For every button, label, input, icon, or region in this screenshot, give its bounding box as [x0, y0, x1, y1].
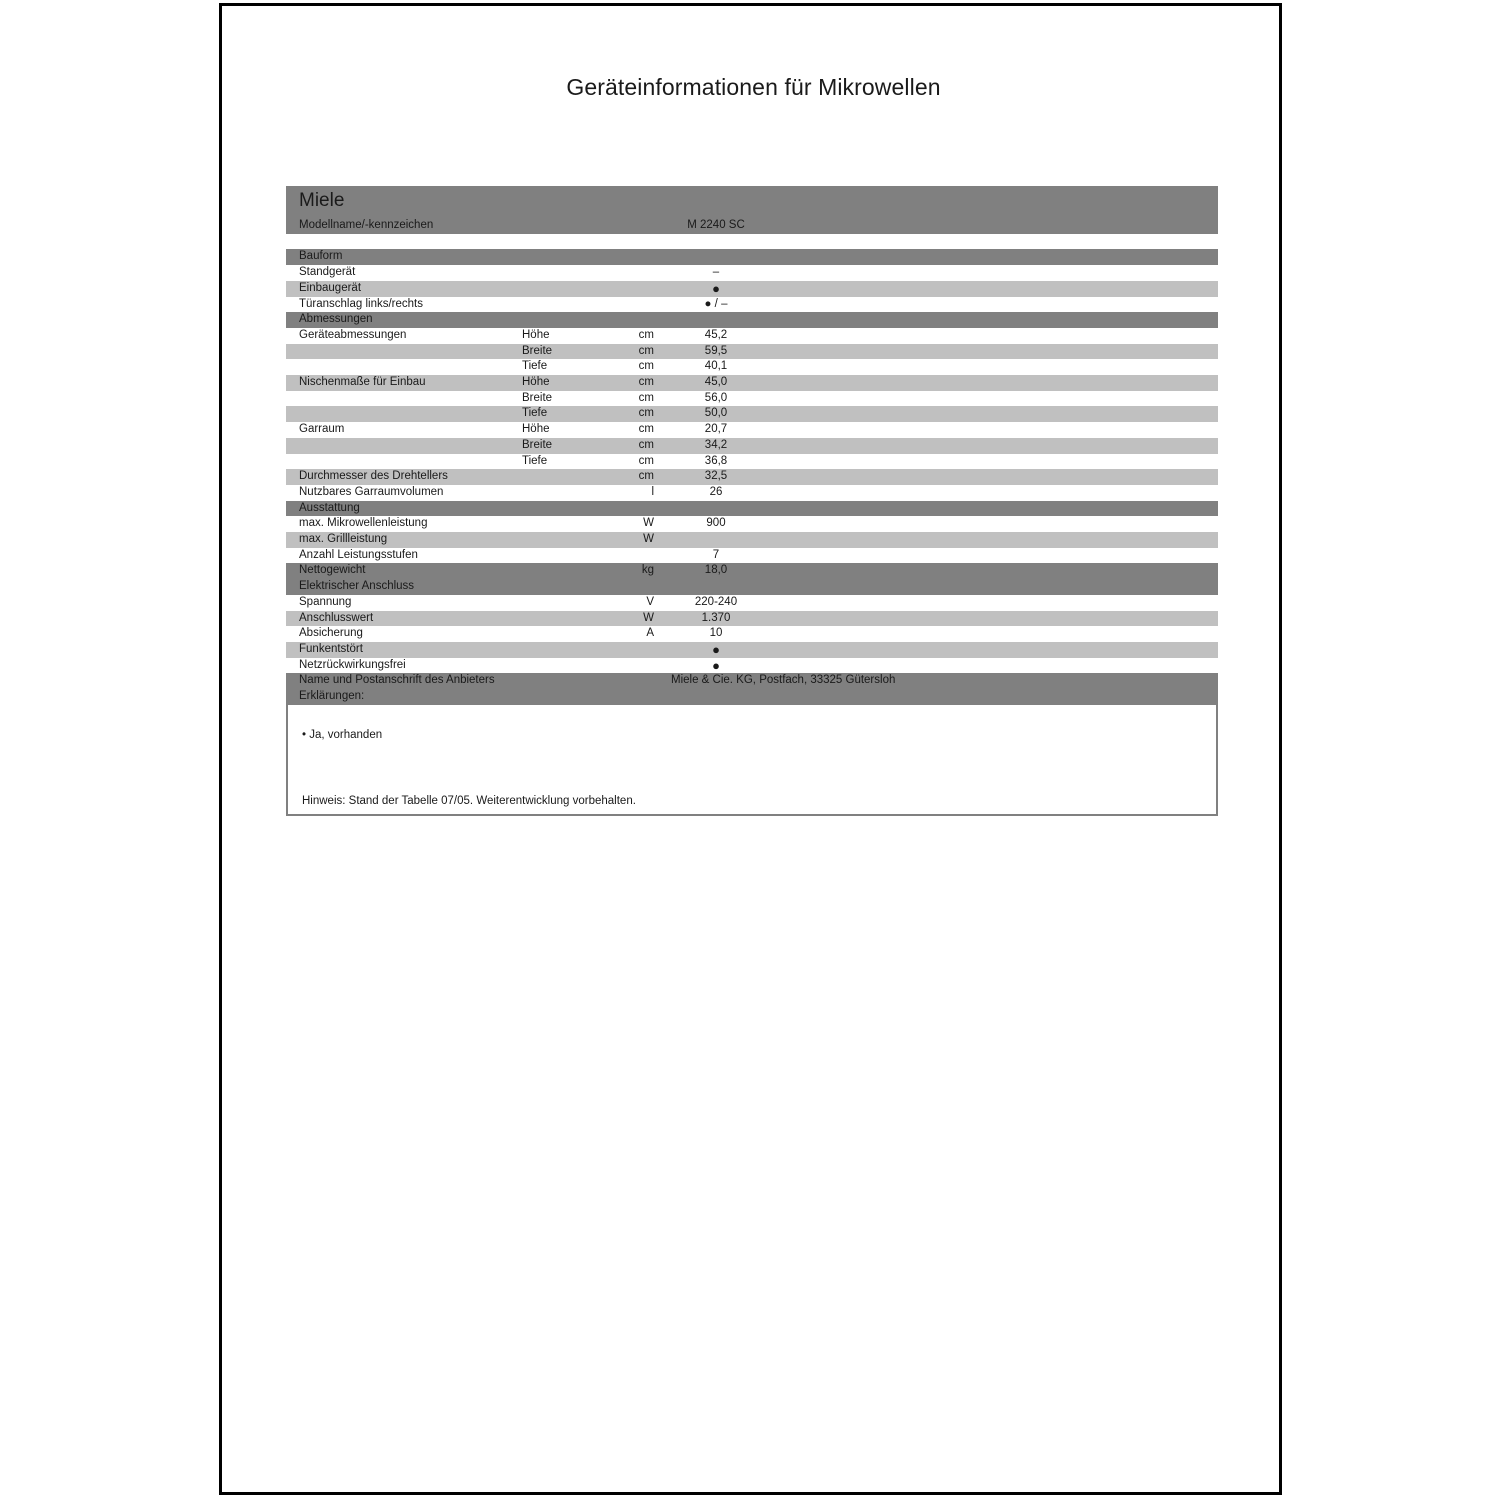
row-label-geraeteabmessungen: Geräteabmessungen [286, 328, 518, 344]
row-unit-leistungsstufen [614, 548, 662, 564]
table-row [286, 563, 1218, 579]
row-sub-nische-hoehe: Höhe [518, 375, 614, 391]
legend-box [286, 705, 1218, 816]
row-value-garraumvolumen: 26 [662, 485, 770, 501]
table-row-brand [286, 186, 1218, 218]
row-sub-geraete-tiefe: Tiefe [518, 359, 614, 375]
row-label-mikrowellenleistung: max. Mikrowellenleistung [286, 516, 614, 532]
section-label-bauform: Bauform [286, 249, 662, 265]
row-unit-spannung: V [614, 595, 662, 611]
table-row [286, 516, 1218, 532]
model-value: M 2240 SC [662, 218, 770, 234]
row-label-anbieter: Name und Postanschrift des Anbieters [286, 673, 662, 689]
row-value-nische-tiefe: 50,0 [662, 406, 770, 422]
model-label: Modellname/-kennzeichen [286, 218, 662, 234]
row-label-absicherung: Absicherung [286, 626, 614, 642]
row-label-tueranschlag: Türanschlag links/rechts [286, 297, 662, 313]
legend-note: Hinweis: Stand der Tabelle 07/05. Weiterentwicklung vorbehalten. [302, 794, 636, 807]
row-value-tueranschlag: ● / – [662, 297, 770, 313]
row-label-nischenmasse: Nischenmaße für Einbau [286, 375, 518, 391]
row-value-nische-hoehe: 45,0 [662, 375, 770, 391]
table-row-model [286, 218, 1218, 234]
legend-bullet-meaning: • Ja, vorhanden [302, 728, 383, 741]
table-section-erklaerungen [286, 689, 1218, 705]
row-value-garraum-hoehe: 20,7 [662, 422, 770, 438]
row-value-nettogewicht: 18,0 [662, 563, 770, 579]
table-row [286, 485, 1218, 501]
row-value-standgeraet: – [662, 265, 770, 281]
brand-name: Miele [299, 190, 345, 211]
row-sub-nische-tiefe: Tiefe [518, 406, 614, 422]
row-value-spannung: 220-240 [662, 595, 770, 611]
row-sub-geraete-breite: Breite [518, 344, 614, 360]
row-label-nettogewicht: Nettogewicht [286, 563, 614, 579]
specification-table [286, 186, 1218, 705]
row-value-funkentstoert: ● [662, 642, 770, 658]
table-row-spacer [286, 234, 1218, 250]
table-row [286, 328, 1218, 344]
page-title: Geräteinformationen für Mikrowellen [566, 74, 941, 100]
row-unit-nettogewicht: kg [614, 563, 662, 579]
specification-table-container [286, 186, 1218, 816]
row-unit-nische-tiefe: cm [614, 406, 662, 422]
row-value-anbieter: Miele & Cie. KG, Postfach, 33325 Gütersloh [662, 673, 1218, 689]
row-value-leistungsstufen: 7 [662, 548, 770, 564]
document-page [219, 3, 1282, 1495]
row-label-drehteller: Durchmesser des Drehtellers [286, 469, 614, 485]
row-value-garraum-tiefe: 36,8 [662, 454, 770, 470]
row-label-leistungsstufen: Anzahl Leistungsstufen [286, 548, 614, 564]
row-value-anschlusswert: 1.370 [662, 611, 770, 627]
row-value-mikrowellenleistung: 900 [662, 516, 770, 532]
row-sub-geraete-hoehe: Höhe [518, 328, 614, 344]
row-label-netzrueckwirkungsfrei: Netzrückwirkungsfrei [286, 658, 662, 674]
row-unit-mikrowellenleistung: W [614, 516, 662, 532]
row-unit-garraum-breite: cm [614, 438, 662, 454]
row-unit-anschlusswert: W [614, 611, 662, 627]
row-unit-garraumvolumen: l [614, 485, 662, 501]
row-unit-nische-breite: cm [614, 391, 662, 407]
row-label-garraumvolumen: Nutzbares Garraumvolumen [286, 485, 614, 501]
table-row-anbieter [286, 673, 1218, 689]
table-row [286, 548, 1218, 564]
table-row [286, 532, 1218, 548]
row-value-einbaugeraet: ● [662, 281, 770, 297]
row-value-grillleistung [662, 532, 770, 548]
row-value-geraete-hoehe: 45,2 [662, 328, 770, 344]
table-row [286, 406, 1218, 422]
row-label-spannung: Spannung [286, 595, 614, 611]
row-unit-garraum-hoehe: cm [614, 422, 662, 438]
row-label-grillleistung: max. Grillleistung [286, 532, 614, 548]
table-row [286, 375, 1218, 391]
table-row [286, 469, 1218, 485]
table-row [286, 595, 1218, 611]
row-unit-garraum-tiefe: cm [614, 454, 662, 470]
table-row [286, 611, 1218, 627]
section-label-ausstattung: Ausstattung [286, 501, 662, 517]
row-unit-grillleistung: W [614, 532, 662, 548]
row-label-einbaugeraet: Einbaugerät [286, 281, 662, 297]
row-value-absicherung: 10 [662, 626, 770, 642]
row-label-funkentstoert: Funkentstört [286, 642, 662, 658]
row-label-garraum: Garraum [286, 422, 518, 438]
row-sub-garraum-tiefe: Tiefe [518, 454, 614, 470]
table-row [286, 265, 1218, 281]
row-unit-geraete-breite: cm [614, 344, 662, 360]
row-value-nische-breite: 56,0 [662, 391, 770, 407]
table-row [286, 658, 1218, 674]
table-row [286, 642, 1218, 658]
table-section-abmessungen [286, 312, 1218, 328]
row-unit-absicherung: A [614, 626, 662, 642]
table-section-bauform [286, 249, 1218, 265]
table-row [286, 297, 1218, 313]
table-section-ausstattung [286, 501, 1218, 517]
table-row [286, 281, 1218, 297]
row-sub-garraum-breite: Breite [518, 438, 614, 454]
row-value-netzrueckwirkungsfrei: ● [662, 658, 770, 674]
row-value-garraum-breite: 34,2 [662, 438, 770, 454]
table-row [286, 454, 1218, 470]
row-sub-nische-breite: Breite [518, 391, 614, 407]
table-row [286, 344, 1218, 360]
table-row [286, 391, 1218, 407]
table-row [286, 359, 1218, 375]
row-unit-geraete-hoehe: cm [614, 328, 662, 344]
table-row [286, 626, 1218, 642]
row-value-drehteller: 32,5 [662, 469, 770, 485]
section-label-abmessungen: Abmessungen [286, 312, 662, 328]
section-label-erklaerungen: Erklärungen: [286, 689, 662, 705]
row-value-geraete-breite: 59,5 [662, 344, 770, 360]
table-row [286, 422, 1218, 438]
row-sub-garraum-hoehe: Höhe [518, 422, 614, 438]
row-value-geraete-tiefe: 40,1 [662, 359, 770, 375]
row-unit-drehteller: cm [614, 469, 662, 485]
section-label-elektrischer-anschluss: Elektrischer Anschluss [286, 579, 662, 595]
row-label-standgeraet: Standgerät [286, 265, 662, 281]
table-section-elektrischer-anschluss [286, 579, 1218, 595]
table-row [286, 438, 1218, 454]
row-unit-geraete-tiefe: cm [614, 359, 662, 375]
row-unit-nische-hoehe: cm [614, 375, 662, 391]
row-label-anschlusswert: Anschlusswert [286, 611, 614, 627]
